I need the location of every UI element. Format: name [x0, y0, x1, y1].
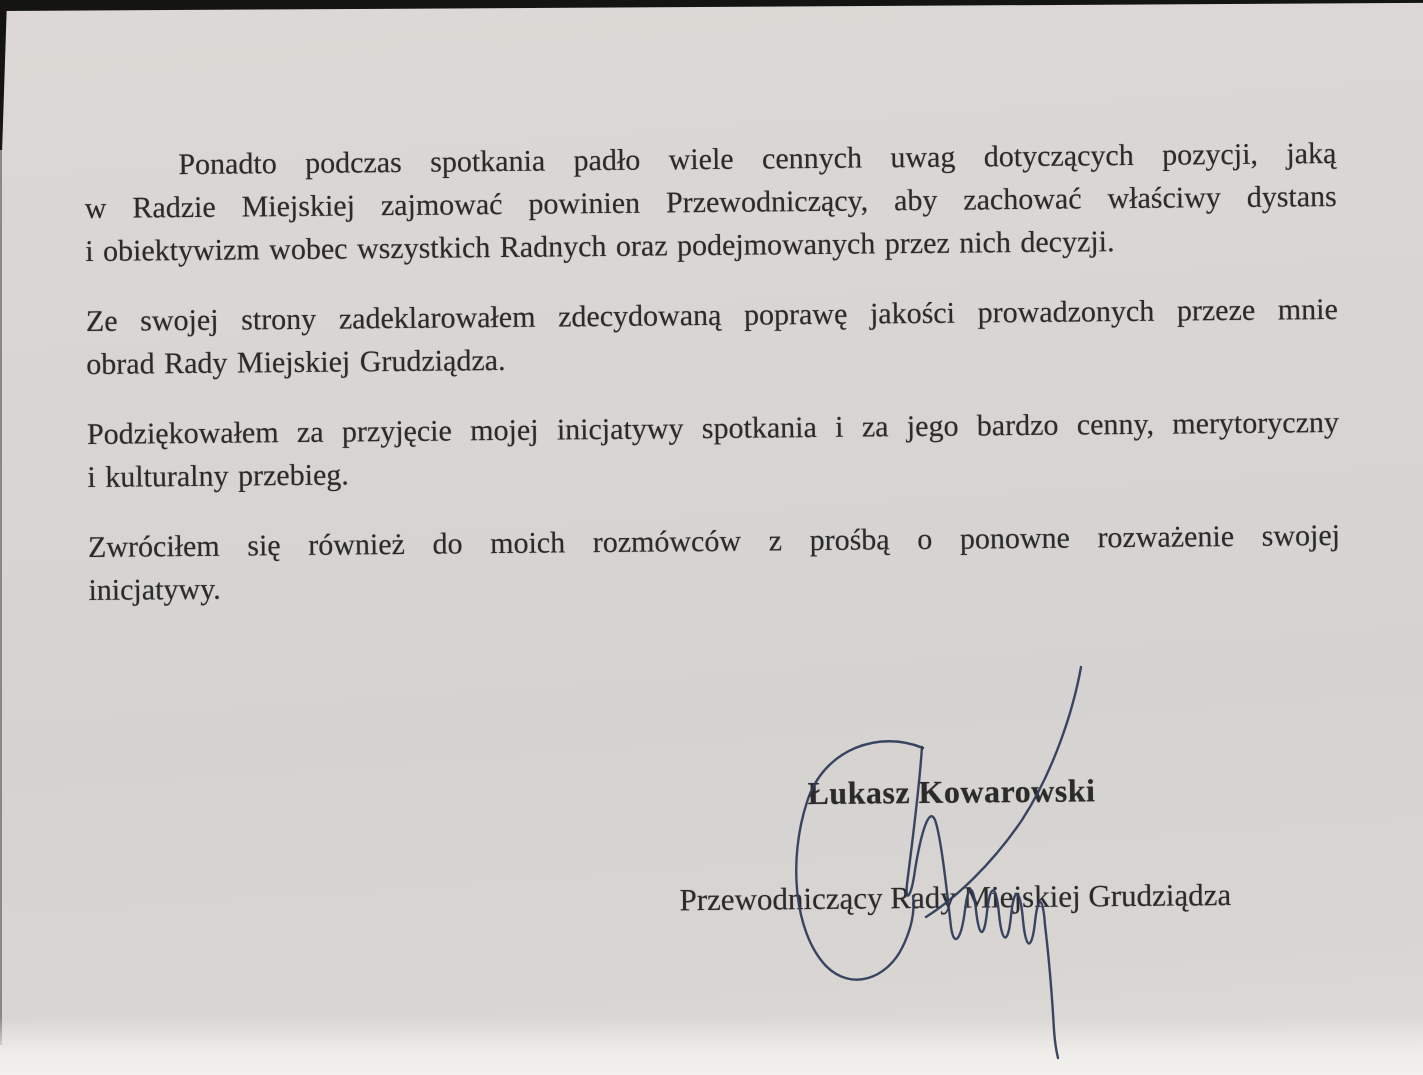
- text-line: Ze swojej strony zadeklarowałem zdecydowaną poprawę jakości prowadzonych przeze mnie: [85, 292, 1338, 338]
- signatory-name: Łukasz Kowarowski: [807, 772, 1096, 812]
- text-line: inicjatywy.: [88, 572, 221, 607]
- text-line: obrad Rady Miejskiej Grudziądza.: [86, 343, 506, 381]
- paragraph-4: [88, 514, 1341, 612]
- text-line: i kulturalny przebieg.: [87, 458, 349, 494]
- handwritten-signature-icon: [780, 640, 1120, 1075]
- signatory-title: Przewodniczący Rady Miejskiej Grudziądza: [679, 877, 1232, 918]
- signature-flourish-stroke: [926, 667, 1081, 917]
- signature-oval-stroke: [796, 741, 923, 979]
- paragraph-2: [86, 288, 1339, 386]
- paragraph-3: [87, 401, 1340, 499]
- paragraph-1: [84, 132, 1337, 273]
- text-line: w Radzie Miejskiej zajmować powinien Przewodniczący, aby zachować właściwy dystans: [84, 179, 1337, 225]
- scan-bottom-glare: [0, 1017, 1423, 1075]
- text-line: i obiektywizm wobec wszystkich Radnych oraz podejmowanych przez nich decyzji.: [85, 225, 1115, 268]
- text-line: Podziękowałem za przyjęcie mojej inicjatywy spotkania i za jego bardzo cenny, merytoryczny: [86, 405, 1340, 451]
- text-line: Zwróciłem się również do moich rozmówców z prośbą o ponowne rozważenie swojej: [87, 518, 1341, 564]
- letter-body: [84, 132, 1341, 639]
- signature-scribble-stroke: [907, 747, 1058, 1058]
- text-line: Ponadto podczas spotkania padło wiele cennych uwag dotyczących pozycji, jaką: [178, 136, 1337, 182]
